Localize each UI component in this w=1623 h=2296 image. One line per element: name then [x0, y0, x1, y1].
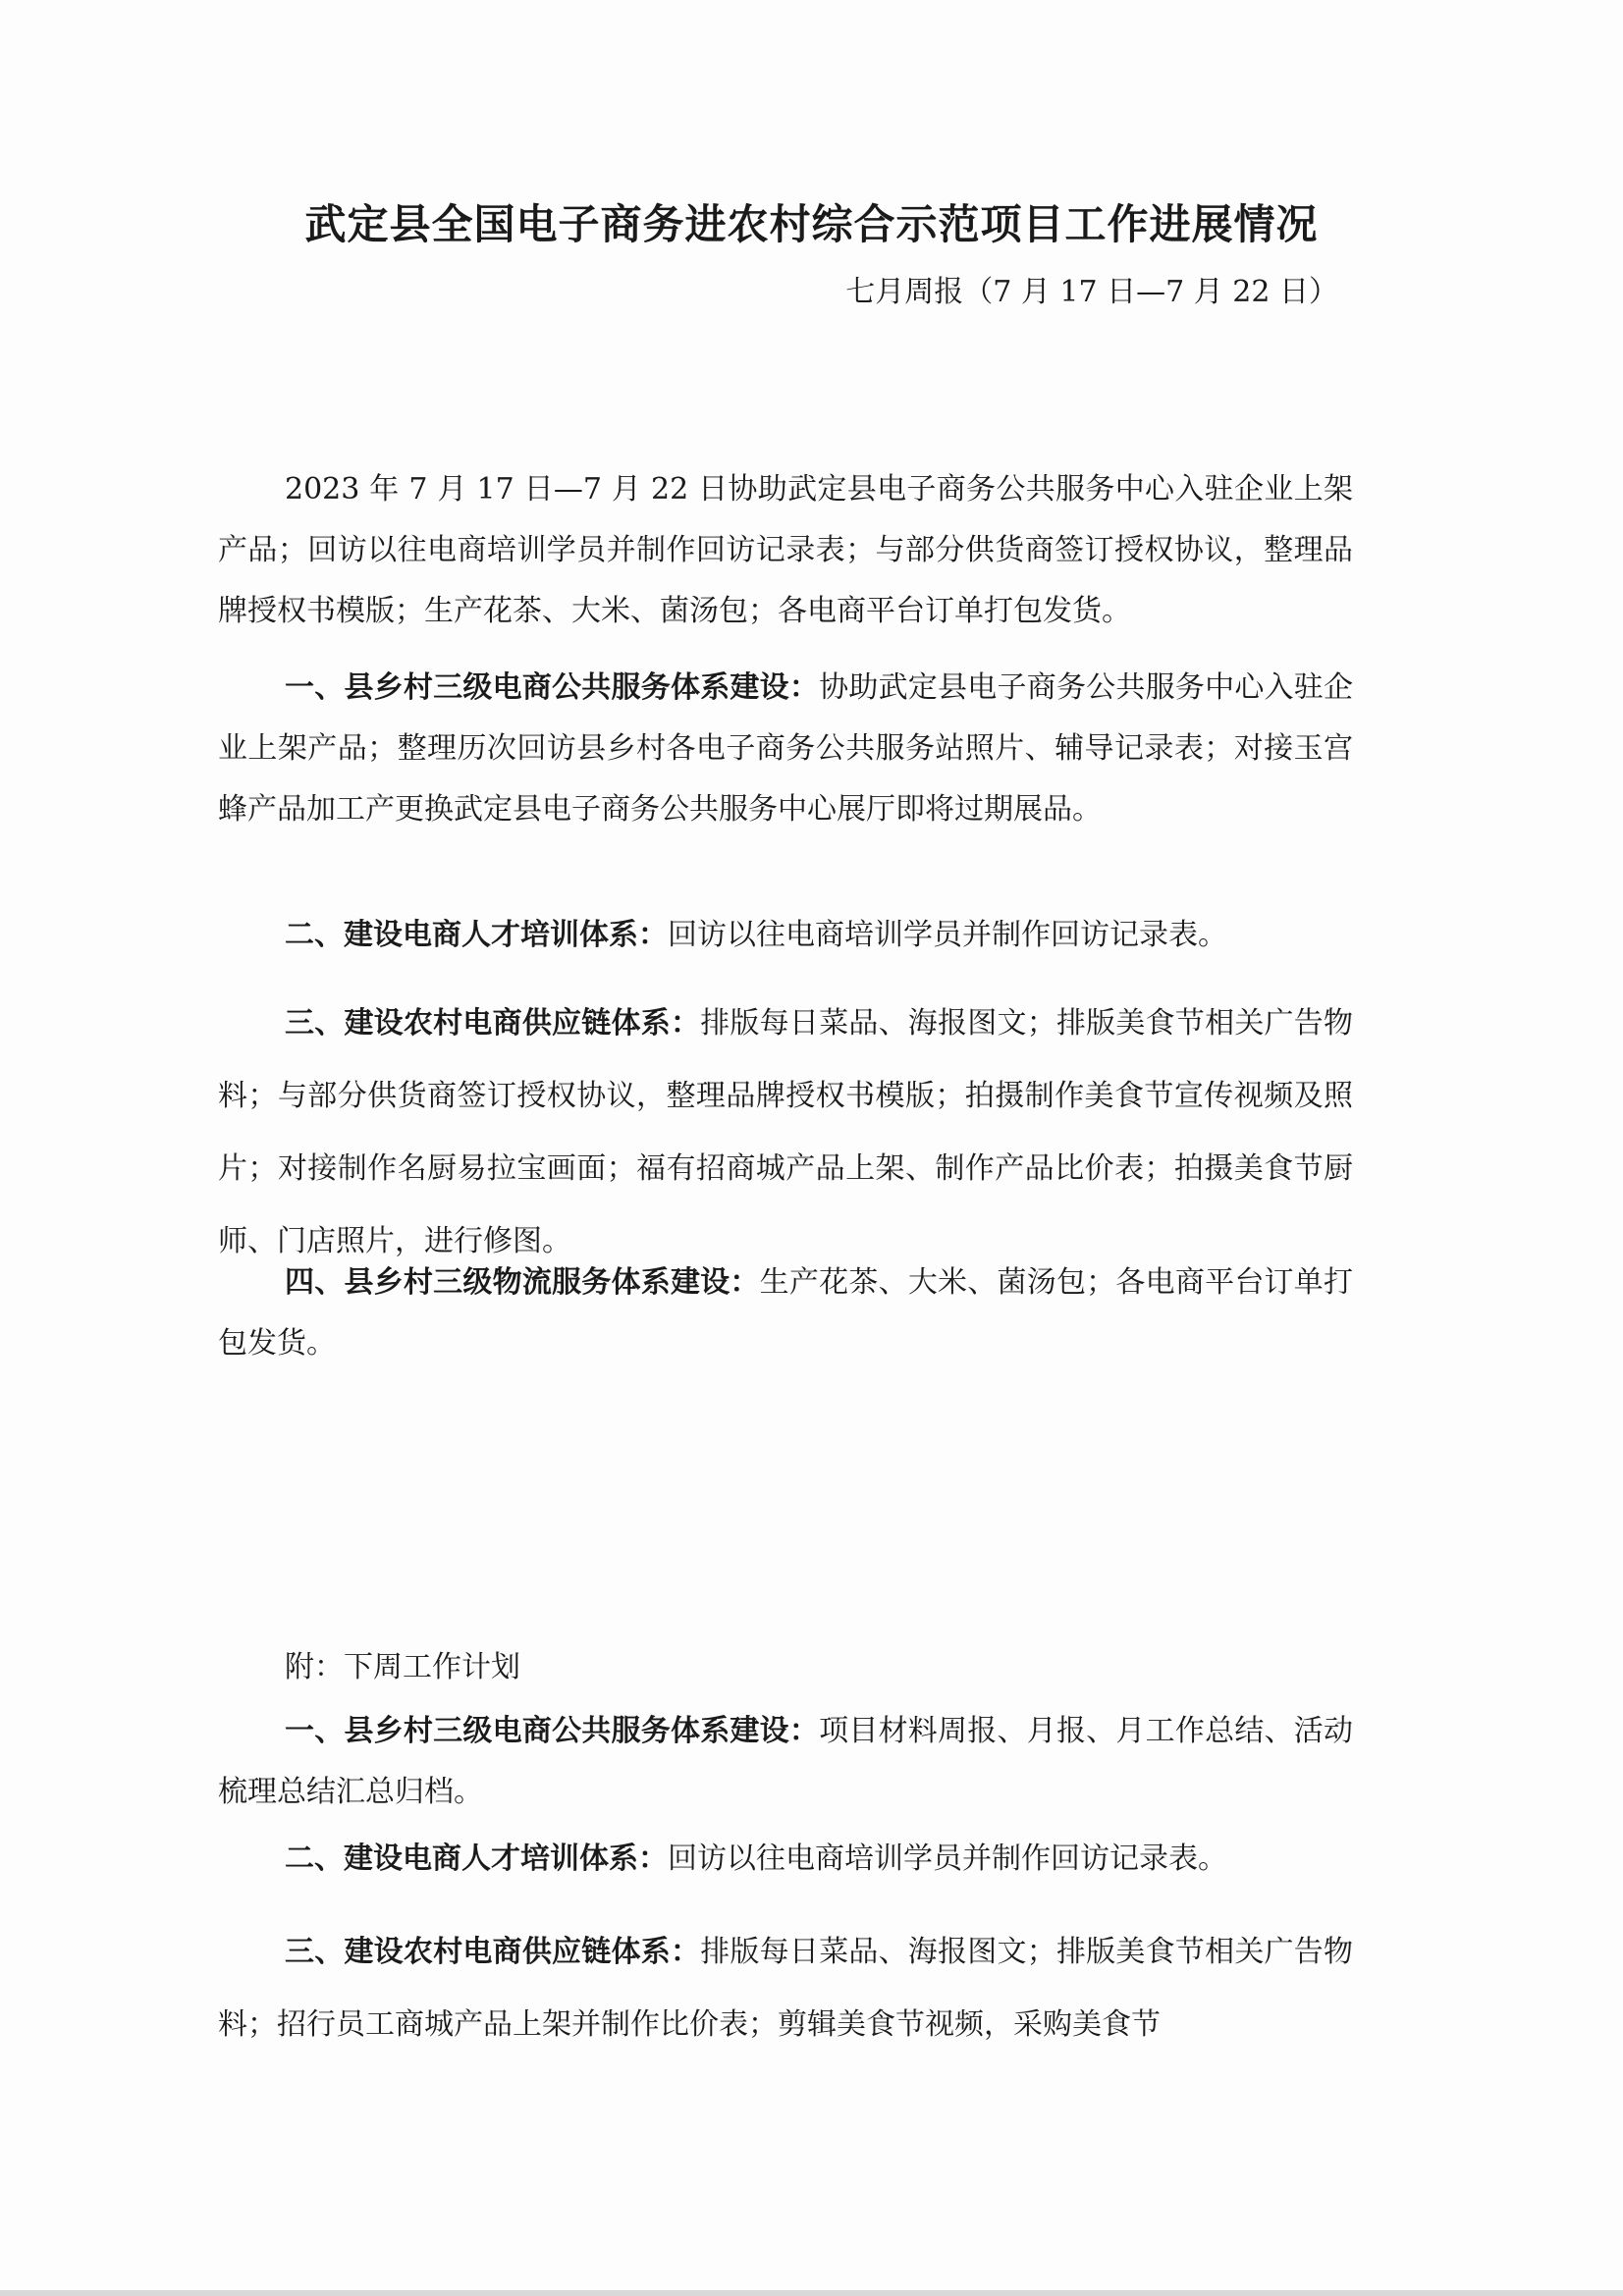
plan-paragraph [218, 1701, 1353, 1823]
section-paragraph [218, 905, 1353, 966]
plan-paragraph [218, 1829, 1353, 1890]
section-heading: 四、县乡村三级物流服务体系建设： [285, 1265, 760, 1300]
plan-text: 排版每日菜品、海报图文；排版美食节相关广告物料；招行员工商城产品上架并制作比价表；剪辑美食节视频，采购美食节 [218, 1935, 1354, 2042]
plan-paragraph [218, 1916, 1353, 2061]
document-subtitle: 七月周报（7 月 17 日—7 月 22 日） [845, 275, 1338, 309]
section-text: 回访以往电商培训学员并制作回访记录表。 [668, 918, 1227, 952]
section-paragraph [218, 1253, 1353, 1374]
section-text: 排版每日菜品、海报图文；排版美食节相关广告物料；与部分供货商签订授权协议，整理品牌授权书模版；拍摄制作美食节宣传视频及照片；对接制作名厨易拉宝画面；福有招商城产品上架、制作产品比价表；拍摄美食节厨师、门店照片，进行修图。 [218, 1006, 1354, 1258]
section-text: 协助武定县电子商务公共服务中心入驻企业上架产品；整理历次回访县乡村各电子商务公共服务站照片、辅导记录表；对接玉宫蜂产品加工产更换武定县电子商务公共服务中心展厅即将过期展品。 [218, 670, 1354, 827]
section-heading: 三、建设农村电商供应链体系： [285, 1006, 701, 1041]
plan-heading: 三、建设农村电商供应链体系： [285, 1935, 701, 1969]
plan-text: 项目材料周报、月报、月工作总结、活动梳理总结汇总归档。 [218, 1714, 1354, 1809]
section-heading: 二、建设电商人才培训体系： [285, 918, 668, 952]
plan-text: 回访以往电商培训学员并制作回访记录表。 [668, 1842, 1227, 1876]
plan-heading: 二、建设电商人才培训体系： [285, 1842, 668, 1876]
scan-edge [0, 2290, 1623, 2296]
section-heading: 一、县乡村三级电商公共服务体系建设： [285, 670, 820, 705]
appendix-label: 附：下周工作计划 [285, 1650, 520, 1684]
plan-heading: 一、县乡村三级电商公共服务体系建设： [285, 1714, 820, 1748]
section-paragraph [218, 658, 1353, 840]
intro-paragraph: 2023 年 7 月 17 日—7 月 22 日协助武定县电子商务公共服务中心入驻企业上架产品；回访以往电商培训学员并制作回访记录表；与部分供货商签订授权协议，整理品牌授权书模版；生产花茶、大米、菌汤包；各电商平台订单打包发货。 [218, 472, 1353, 628]
section-paragraph [218, 988, 1353, 1278]
document-title: 武定县全国电子商务进农村综合示范项目工作进展情况 [304, 200, 1319, 248]
section-text: 生产花茶、大米、菌汤包；各电商平台订单打包发货。 [218, 1265, 1354, 1361]
